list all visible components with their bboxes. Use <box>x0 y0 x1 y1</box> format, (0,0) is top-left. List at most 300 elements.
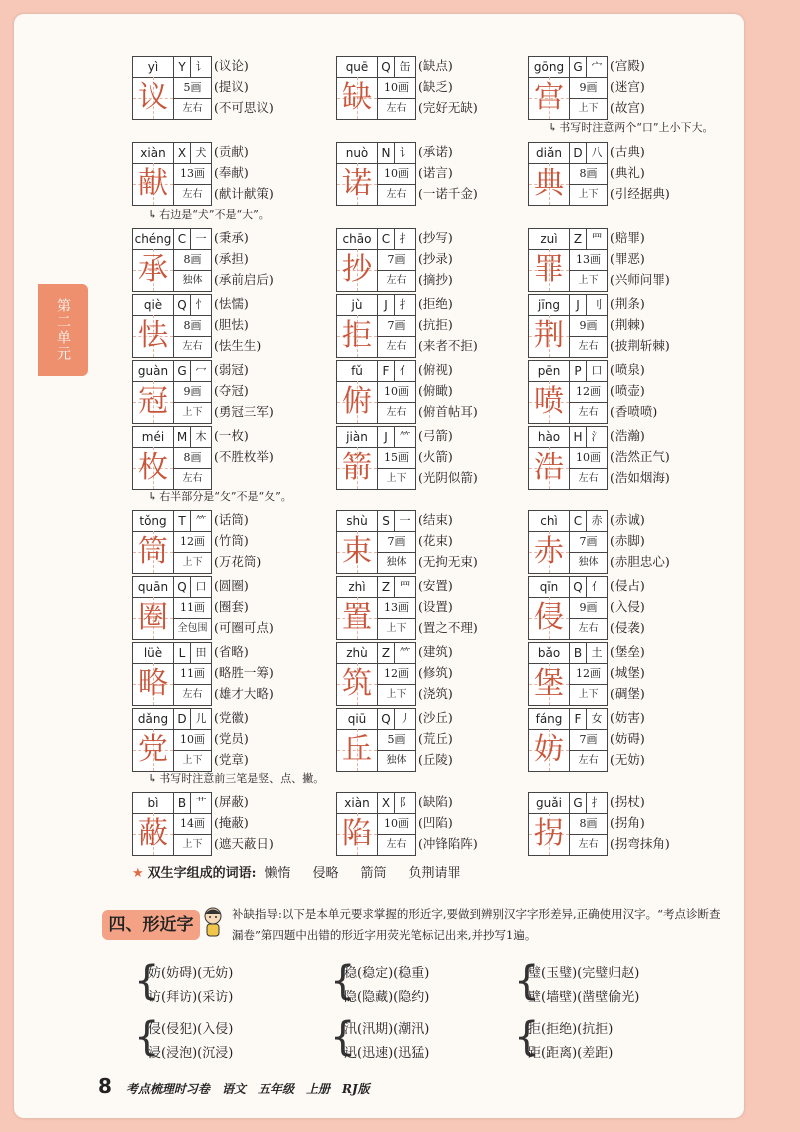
word: (设置) <box>418 599 453 614</box>
character-grid <box>133 597 174 639</box>
pinyin: xiàn <box>337 793 378 814</box>
char-card <box>336 576 516 640</box>
note-dang: ↳ 书写时注意前三笔是竖、点、撇。 <box>148 770 324 786</box>
pinyin: nuò <box>337 143 378 164</box>
word: (秉承) <box>214 230 249 245</box>
char-structure: 左右 <box>578 623 599 634</box>
char-card <box>336 426 516 490</box>
word: (安置) <box>418 578 453 593</box>
radical: ⺮ <box>395 643 415 664</box>
pinyin: méi <box>133 427 174 448</box>
word: (拐弯抹角) <box>610 836 670 851</box>
word: (诺言) <box>418 165 453 180</box>
char-structure: 上下 <box>386 623 407 634</box>
stroke-count: 7画 <box>378 249 415 271</box>
pinyin: jīng <box>529 295 570 316</box>
character: 承 <box>138 252 168 287</box>
pinyin: xiàn <box>133 143 174 164</box>
radical: 讠 <box>395 143 415 164</box>
pinyin: zhù <box>337 643 378 664</box>
word: (侵占) <box>610 578 645 593</box>
word: (可圈可点) <box>214 620 274 635</box>
group-line: 访(拜访)(采访) <box>148 990 234 1005</box>
char-card <box>336 360 516 424</box>
char-structure: 左右 <box>182 103 203 114</box>
char-box <box>132 510 212 574</box>
group-line: 隐(隐藏)(隐约) <box>344 990 430 1005</box>
word: (缺陷) <box>418 794 453 809</box>
character-grid <box>133 163 174 205</box>
index-letter: Z <box>570 229 587 250</box>
word-list <box>418 55 518 118</box>
word-list <box>418 425 518 488</box>
group-line: 侵(侵犯)(入侵) <box>148 1022 234 1037</box>
character: 赤 <box>534 534 564 569</box>
index-letter: C <box>378 229 395 250</box>
index-letter: B <box>174 793 191 814</box>
edition: RJ版 <box>341 1082 370 1096</box>
group-line: 拒(拒绝)(抗拒) <box>528 1022 614 1037</box>
word-list <box>418 707 518 770</box>
index-letter: N <box>378 143 395 164</box>
group-line: 妨(妨碍)(无妨) <box>148 966 234 981</box>
char-box <box>528 360 608 424</box>
word-list <box>214 425 314 488</box>
stroke-count: 7画 <box>570 531 607 553</box>
section-title: 四、形近字 <box>102 910 200 940</box>
pinyin: qīn <box>529 577 570 598</box>
index-letter: M <box>174 427 191 448</box>
word-list <box>214 707 314 770</box>
char-structure: 左右 <box>386 189 407 200</box>
index-letter: C <box>174 229 191 250</box>
character: 丘 <box>342 732 372 767</box>
word: (竹筒) <box>214 533 249 548</box>
radical: 阝 <box>395 793 415 814</box>
pinyin: gōng <box>529 57 570 78</box>
word: (喷泉) <box>610 362 645 377</box>
word: (荆棘) <box>610 317 645 332</box>
character: 浩 <box>534 450 564 485</box>
word: (浇筑) <box>418 686 453 701</box>
index-letter: J <box>378 427 395 448</box>
char-box <box>336 642 416 706</box>
word-list <box>214 641 314 704</box>
star-icon: ★ <box>132 866 144 881</box>
pinyin: chāo <box>337 229 378 250</box>
char-structure: 独体 <box>386 755 407 766</box>
char-structure: 左右 <box>386 407 407 418</box>
char-card <box>132 142 312 206</box>
character: 诺 <box>342 166 372 201</box>
char-box <box>528 708 608 772</box>
word-list <box>610 641 710 704</box>
char-structure: 上下 <box>578 275 599 286</box>
char-card <box>132 360 312 424</box>
pinyin: zuì <box>529 229 570 250</box>
word: (屏蔽) <box>214 794 249 809</box>
character: 陷 <box>342 816 372 851</box>
radical: 缶 <box>395 57 415 78</box>
word-list <box>610 141 710 204</box>
char-box <box>336 228 416 292</box>
character: 冠 <box>138 384 168 419</box>
char-card <box>132 228 312 292</box>
stroke-count: 5画 <box>174 77 211 99</box>
stroke-count: 8画 <box>570 813 607 835</box>
word: (妨害) <box>610 710 645 725</box>
pinyin: quān <box>133 577 174 598</box>
char-structure: 左右 <box>578 755 599 766</box>
pinyin: guǎi <box>529 793 570 814</box>
word: (来者不拒) <box>418 338 478 353</box>
radical: 扌 <box>395 295 415 316</box>
word-list <box>610 293 710 356</box>
character: 拒 <box>342 318 372 353</box>
character-grid <box>133 531 174 573</box>
radical: 刂 <box>587 295 607 316</box>
word: (俯视) <box>418 362 453 377</box>
section-guide: 补缺指导:以下是本单元要求掌握的形近字,要做到辨别汉字字形差异,正确使用汉字。“考点诊断查漏卷”第四题中出错的形近字用荧光笔标记出来,并抄写1遍。 <box>232 907 721 942</box>
character-grid <box>529 249 570 291</box>
word: (怯生生) <box>214 338 262 353</box>
pinyin: jù <box>337 295 378 316</box>
stroke-count: 8画 <box>570 163 607 185</box>
word: (碉堡) <box>610 686 645 701</box>
character-grid <box>337 77 378 119</box>
character: 宫 <box>534 80 564 115</box>
word: (结束) <box>418 512 453 527</box>
word: (冲锋陷阵) <box>418 836 478 851</box>
brace-icon: { <box>514 1014 540 1060</box>
character-grid <box>337 381 378 423</box>
word: (圈套) <box>214 599 249 614</box>
char-card <box>528 708 708 772</box>
word: (一枚) <box>214 428 249 443</box>
char-structure: 左右 <box>182 473 203 484</box>
radical: 女 <box>587 709 607 730</box>
char-structure: 左右 <box>386 839 407 850</box>
stroke-count: 13画 <box>378 597 415 619</box>
word-list <box>214 509 314 572</box>
char-card <box>336 56 516 120</box>
double-words-label: 双生字组成的词语: <box>147 866 257 881</box>
word: (典礼) <box>610 165 645 180</box>
word: (贡献) <box>214 144 249 159</box>
subject: 语文 <box>221 1082 246 1096</box>
char-structure: 上下 <box>182 839 203 850</box>
index-letter: G <box>570 57 587 78</box>
word: (抄写) <box>418 230 453 245</box>
word: (摘抄) <box>418 272 453 287</box>
word: (党员) <box>214 731 249 746</box>
character: 箭 <box>342 450 372 485</box>
char-card <box>132 576 312 640</box>
double-word: 懒惰 <box>264 866 291 881</box>
character: 典 <box>534 166 564 201</box>
word: (俯首帖耳) <box>418 404 478 419</box>
word: (兴师问罪) <box>610 272 670 287</box>
word: (花束) <box>418 533 453 548</box>
brace-icon: { <box>330 1014 356 1060</box>
term: 上册 <box>305 1082 330 1096</box>
char-structure: 左右 <box>386 275 407 286</box>
character-grid <box>133 447 174 489</box>
word: (故宫) <box>610 100 645 115</box>
char-box <box>336 792 416 856</box>
char-box <box>132 708 212 772</box>
character: 筑 <box>342 666 372 701</box>
word: (俯瞰) <box>418 383 453 398</box>
character: 略 <box>138 666 168 701</box>
word: (拐杖) <box>610 794 645 809</box>
character-grid <box>529 381 570 423</box>
radical: 氵 <box>587 427 607 448</box>
word: (弱冠) <box>214 362 249 377</box>
word: (议论) <box>214 58 249 73</box>
stroke-count: 10画 <box>378 77 415 99</box>
char-card <box>528 56 708 120</box>
char-box <box>528 510 608 574</box>
word: (奉献) <box>214 165 249 180</box>
index-letter: S <box>378 511 395 532</box>
character-grid <box>529 813 570 855</box>
radical: 扌 <box>587 793 607 814</box>
word-list <box>610 425 710 488</box>
char-box <box>528 792 608 856</box>
char-box <box>132 228 212 292</box>
char-box <box>528 294 608 358</box>
word: (赔罪) <box>610 230 645 245</box>
pinyin: shù <box>337 511 378 532</box>
char-box <box>132 576 212 640</box>
character-grid <box>337 813 378 855</box>
word: (置之不理) <box>418 620 478 635</box>
character: 筒 <box>138 534 168 569</box>
word: (夺冠) <box>214 383 249 398</box>
stroke-count: 11画 <box>174 597 211 619</box>
word: (荆条) <box>610 296 645 311</box>
index-letter: T <box>174 511 191 532</box>
word-list <box>610 55 710 118</box>
char-box <box>336 142 416 206</box>
character: 献 <box>138 166 168 201</box>
index-letter: P <box>570 361 587 382</box>
stroke-count: 15画 <box>378 447 415 469</box>
word-list <box>610 227 710 290</box>
pinyin: tǒng <box>133 511 174 532</box>
pinyin: quē <box>337 57 378 78</box>
character-grid <box>529 531 570 573</box>
index-letter: G <box>570 793 587 814</box>
pinyin: dǎng <box>133 709 174 730</box>
char-card <box>336 642 516 706</box>
char-structure: 上下 <box>386 689 407 700</box>
word: (城堡) <box>610 665 645 680</box>
radical: 艹 <box>191 793 211 814</box>
word-list <box>418 791 518 854</box>
character-grid <box>529 729 570 771</box>
word-list <box>214 575 314 638</box>
word: (喷壶) <box>610 383 645 398</box>
word: (雄才大略) <box>214 686 274 701</box>
index-letter: Z <box>378 577 395 598</box>
char-structure: 左右 <box>386 341 407 352</box>
pinyin: diǎn <box>529 143 570 164</box>
radical: 讠 <box>191 57 211 78</box>
group-line: 璧(玉璧)(完璧归赵) <box>528 966 640 981</box>
char-structure: 上下 <box>182 407 203 418</box>
pinyin: bǎo <box>529 643 570 664</box>
index-letter: F <box>378 361 395 382</box>
stroke-count: 13画 <box>570 249 607 271</box>
pinyin: bì <box>133 793 174 814</box>
char-card <box>132 792 312 856</box>
word: (党徽) <box>214 710 249 725</box>
word: (略胜一筹) <box>214 665 274 680</box>
character-grid <box>529 77 570 119</box>
char-box <box>336 576 416 640</box>
stroke-count: 13画 <box>174 163 211 185</box>
word <box>214 467 314 488</box>
char-box <box>528 642 608 706</box>
char-box <box>132 792 212 856</box>
word: (赤脚) <box>610 533 645 548</box>
word: (无妨) <box>610 752 645 767</box>
double-word: 箭筒 <box>360 866 387 881</box>
pinyin: yì <box>133 57 174 78</box>
brace-icon: { <box>330 958 356 1004</box>
group-line: 浸(浸泡)(沉浸) <box>148 1046 234 1061</box>
word-list <box>610 575 710 638</box>
index-letter: Q <box>570 577 587 598</box>
word-list <box>418 141 518 204</box>
char-structure: 全包围 <box>177 623 208 634</box>
index-letter: B <box>570 643 587 664</box>
char-card <box>528 576 708 640</box>
char-card <box>132 56 312 120</box>
radical: 田 <box>191 643 211 664</box>
char-box <box>336 294 416 358</box>
word-list <box>610 791 710 854</box>
double-word: 负荆请罪 <box>408 866 461 881</box>
char-box <box>336 360 416 424</box>
char-card <box>132 426 312 490</box>
pinyin: fǔ <box>337 361 378 382</box>
char-box <box>528 426 608 490</box>
word: (不胜枚举) <box>214 449 274 464</box>
book-title: 考点梳理时习卷 <box>125 1082 210 1096</box>
char-card <box>336 708 516 772</box>
radical: 赤 <box>587 511 607 532</box>
word: (胆怯) <box>214 317 249 332</box>
boy-mascot-icon <box>200 906 226 938</box>
double-word: 侵略 <box>312 866 339 881</box>
stroke-count: 12画 <box>174 531 211 553</box>
group-line: 汛(汛期)(潮汛) <box>344 1022 430 1037</box>
pinyin: fáng <box>529 709 570 730</box>
character-grid <box>337 163 378 205</box>
char-structure: 左右 <box>578 473 599 484</box>
character-grid <box>337 597 378 639</box>
index-letter: C <box>570 511 587 532</box>
word-list <box>610 509 710 572</box>
character: 缺 <box>342 80 372 115</box>
stroke-count: 9画 <box>570 315 607 337</box>
radical: 扌 <box>395 229 415 250</box>
character: 怯 <box>138 318 168 353</box>
radical: 犬 <box>191 143 211 164</box>
word: (不可思议) <box>214 100 274 115</box>
character-grid <box>133 663 174 705</box>
char-structure: 左右 <box>386 103 407 114</box>
group-line: 迅(迅速)(迅猛) <box>344 1046 430 1061</box>
char-card <box>336 792 516 856</box>
char-box <box>132 360 212 424</box>
word: (凹陷) <box>418 815 453 830</box>
char-card <box>528 426 708 490</box>
char-structure: 左右 <box>578 407 599 418</box>
index-letter: Z <box>378 643 395 664</box>
word: (万花筒) <box>214 554 262 569</box>
radical: 冖 <box>191 361 211 382</box>
index-letter: F <box>570 709 587 730</box>
note-mei: ↳ 右半部分是“攵”不是“夂”。 <box>148 488 292 504</box>
character-grid <box>133 77 174 119</box>
character: 蔽 <box>138 816 168 851</box>
word-list <box>418 641 518 704</box>
radical: ⺮ <box>191 511 211 532</box>
index-letter: Q <box>174 295 191 316</box>
stroke-count: 11画 <box>174 663 211 685</box>
char-structure: 独体 <box>578 557 599 568</box>
word: (迷宫) <box>610 79 645 94</box>
brace-icon: { <box>514 958 540 1004</box>
char-card <box>528 792 708 856</box>
group-line: 距(距离)(差距) <box>528 1046 614 1061</box>
word: (堡垒) <box>610 644 645 659</box>
stroke-count: 8画 <box>174 447 211 469</box>
char-structure: 上下 <box>386 473 407 484</box>
char-box <box>336 426 416 490</box>
character-grid <box>133 315 174 357</box>
word: (完好无缺) <box>418 100 478 115</box>
character-grid <box>529 447 570 489</box>
pinyin: zhì <box>337 577 378 598</box>
pinyin: qiū <box>337 709 378 730</box>
char-card <box>528 294 708 358</box>
stroke-count: 9画 <box>174 381 211 403</box>
index-letter: H <box>570 427 587 448</box>
radical: 八 <box>587 143 607 164</box>
word: (抗拒) <box>418 317 453 332</box>
word: (掩蔽) <box>214 815 249 830</box>
word: (承前启后) <box>214 272 274 287</box>
char-card <box>336 294 516 358</box>
char-card <box>336 142 516 206</box>
word: (荒丘) <box>418 731 453 746</box>
char-card <box>132 294 312 358</box>
char-structure: 左右 <box>182 189 203 200</box>
radical: 口 <box>587 361 607 382</box>
character: 拐 <box>534 816 564 851</box>
word: (勇冠三军) <box>214 404 274 419</box>
char-box <box>336 708 416 772</box>
word: (沙丘) <box>418 710 453 725</box>
pinyin: lüè <box>133 643 174 664</box>
index-letter: D <box>570 143 587 164</box>
char-box <box>528 142 608 206</box>
